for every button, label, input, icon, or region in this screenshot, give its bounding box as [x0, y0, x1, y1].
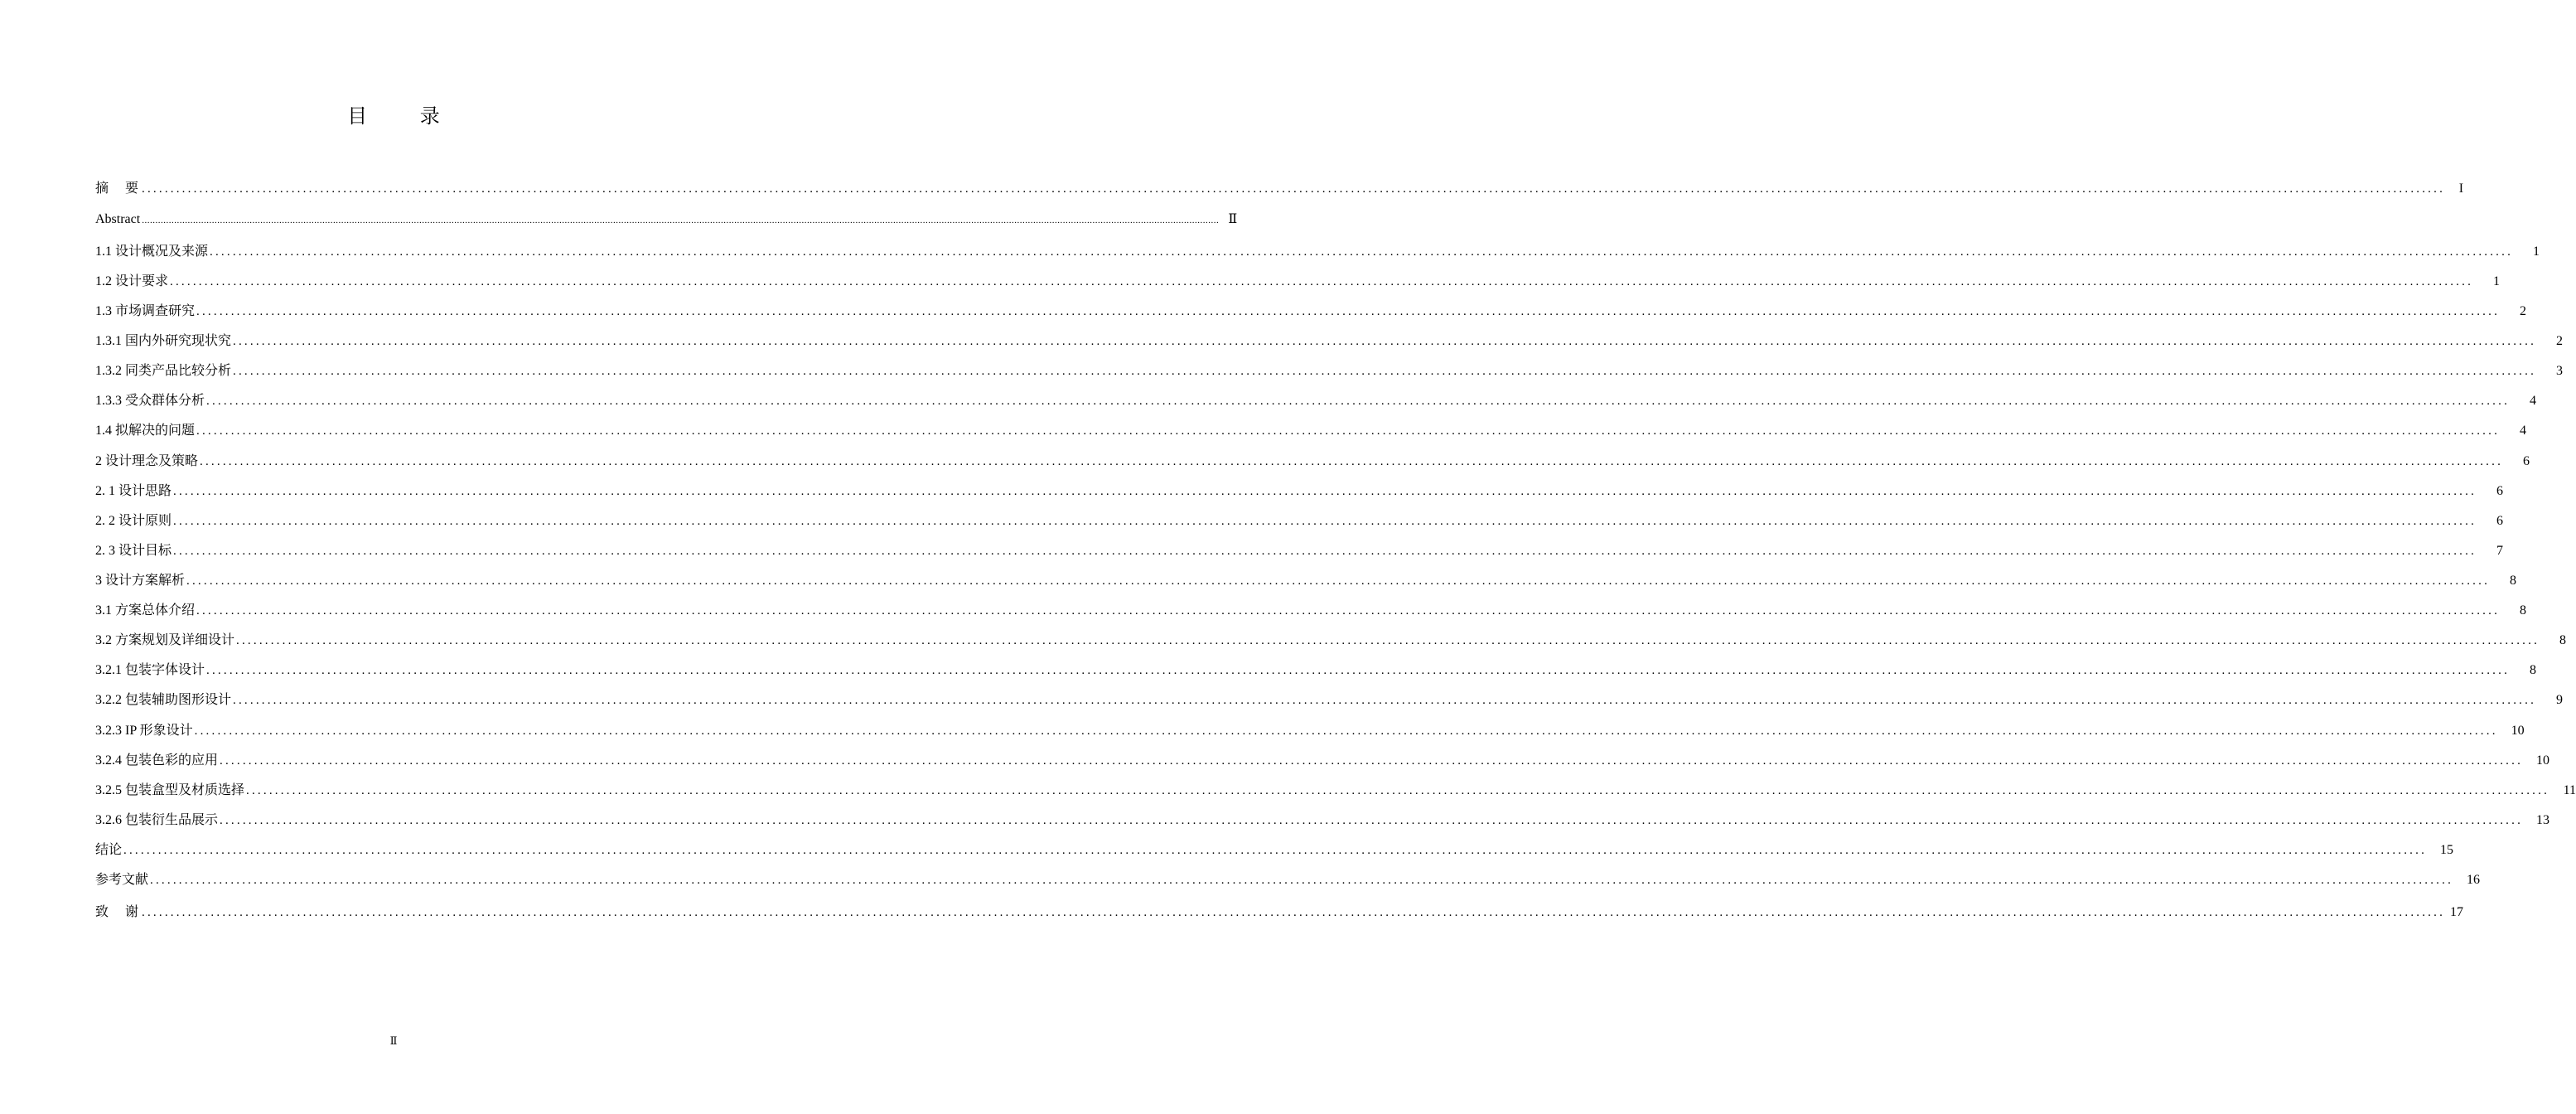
toc-entry[interactable] — [95, 599, 2527, 618]
toc-entry-label: 1.3.3 受众群体分析 — [95, 394, 205, 408]
toc-entry-label: 3 设计方案解析 — [95, 574, 186, 588]
toc-leader-dots: ................................................................................................................................................................................................................................................................................................................................................................................................................ — [220, 814, 2524, 827]
page-title: 目 录 — [347, 104, 463, 128]
toc-entry-label: 2. 2 设计原则 — [95, 514, 172, 528]
toc-entry[interactable] — [95, 330, 2564, 349]
toc-entry-page: 4 — [2520, 424, 2527, 438]
toc-entry-label: 3.2.4 包装色彩的应用 — [95, 753, 219, 768]
toc-entry[interactable] — [95, 211, 1238, 227]
toc-leader-dots: ................................................................................................................................................................................................................................................................................................................................................................................................................ — [194, 724, 2498, 738]
toc-entry-label: 3.2.2 包装辅助图形设计 — [95, 693, 232, 707]
toc-entry-page: 17 — [2450, 905, 2464, 919]
toc-leader-dots: ................................................................................................................................................................................................................................................................................................................................................................................................................ — [142, 182, 2446, 196]
toc-entry[interactable] — [95, 901, 2464, 920]
toc-entry[interactable] — [95, 419, 2527, 438]
toc-entry-label: 结论 — [95, 843, 123, 857]
toc-leader-dots: ................................................................................................................................................................................................................................................................................................................................................................................................................ — [196, 424, 2501, 438]
toc-entry[interactable] — [95, 809, 2550, 828]
toc-entry-page: 6 — [2523, 454, 2530, 468]
toc-entry-page: 16 — [2467, 873, 2481, 887]
toc-entry-label: 3.2 方案规划及详细设计 — [95, 633, 235, 647]
toc-entry[interactable] — [95, 659, 2537, 678]
toc-leader-dots: ................................................................................................................................................................................................................................................................................................................................................................................................................ — [210, 245, 2514, 259]
toc-entry-label: 3.2.6 包装衍生品展示 — [95, 813, 219, 827]
toc-leader-dots: ................................................................................................................................................................................................................................................................................................................................................................................................................ — [233, 365, 2537, 378]
toc-entry-label: 1.1 设计概况及来源 — [95, 245, 209, 259]
toc-leader-dots: ................................................................................................................................................................................................................................................................................................................................................................................................................ — [200, 455, 2504, 468]
toc-leader-dots: ................................................................................................................................................................................................................................................................................................................................................................................................................ — [233, 335, 2537, 348]
toc-leader-dots: ................................................................................................................................................................................................................................................................................................................................................................................................................ — [142, 216, 1220, 225]
toc-leader-dots: ................................................................................................................................................................................................................................................................................................................................................................................................................ — [206, 664, 2511, 677]
toc-entry-page: 1 — [2493, 274, 2501, 288]
toc-entry-page: 3 — [2556, 364, 2564, 378]
page-footer-number: Ⅱ — [389, 1034, 398, 1047]
toc-entry-label: 参考文献 — [95, 873, 149, 887]
toc-leader-dots: ................................................................................................................................................................................................................................................................................................................................................................................................................ — [186, 574, 2491, 588]
toc-entry-label: 致 谢 — [95, 905, 141, 919]
toc-leader-dots: ................................................................................................................................................................................................................................................................................................................................................................................................................ — [173, 545, 2477, 558]
toc-entry-label: 3.1 方案总体介绍 — [95, 603, 196, 618]
toc-entry-label: 3.2.5 包装盒型及材质选择 — [95, 783, 245, 797]
toc-leader-dots: ................................................................................................................................................................................................................................................................................................................................................................................................................ — [196, 604, 2501, 618]
toc-entry-label: 3.2.1 包装字体设计 — [95, 663, 205, 677]
toc-entry-page: 10 — [2511, 724, 2525, 738]
toc-entry[interactable] — [95, 240, 2540, 259]
toc-entry-page: 7 — [2496, 544, 2504, 558]
toc-leader-dots: ................................................................................................................................................................................................................................................................................................................................................................................................................ — [236, 634, 2540, 647]
toc-entry-label: 摘 要 — [95, 182, 141, 196]
toc-entry-label: 1.3.1 国内外研究现状究 — [95, 334, 232, 348]
toc-entry-page: 6 — [2496, 514, 2504, 528]
toc-entry-label: 2. 1 设计思路 — [95, 484, 172, 498]
toc-entry-label: 1.4 拟解决的问题 — [95, 424, 196, 438]
toc-entry[interactable] — [95, 480, 2504, 499]
toc-entry[interactable] — [95, 629, 2567, 648]
toc-entry[interactable] — [95, 510, 2504, 529]
toc-entry-label: 2 设计理念及策略 — [95, 454, 199, 468]
toc-leader-dots: ................................................................................................................................................................................................................................................................................................................................................................................................................ — [123, 844, 2428, 857]
toc-leader-dots: ................................................................................................................................................................................................................................................................................................................................................................................................................ — [173, 515, 2477, 528]
toc-leader-dots: ................................................................................................................................................................................................................................................................................................................................................................................................................ — [173, 485, 2477, 498]
toc-entry-label: 2. 3 设计目标 — [95, 544, 172, 558]
toc-entry-page: 2 — [2520, 304, 2527, 318]
toc-entry-page: I — [2458, 182, 2464, 196]
toc-entry-label: 1.2 设计要求 — [95, 274, 169, 288]
toc-leader-dots: ................................................................................................................................................................................................................................................................................................................................................................................................................ — [220, 754, 2524, 768]
toc-leader-dots: ................................................................................................................................................................................................................................................................................................................................................................................................................ — [142, 906, 2446, 919]
toc-leader-dots: ................................................................................................................................................................................................................................................................................................................................................................................................................ — [170, 275, 2474, 288]
toc-entry-page: 6 — [2496, 484, 2504, 498]
toc-entry-page: 10 — [2536, 753, 2550, 768]
toc-entry-label: 3.2.3 IP 形象设计 — [95, 724, 193, 738]
toc-leader-dots: ................................................................................................................................................................................................................................................................................................................................................................................................................ — [150, 874, 2454, 887]
toc-entry-page: 8 — [2510, 574, 2517, 588]
toc-entry-page: 9 — [2556, 693, 2564, 707]
toc-entry-label: 1.3.2 同类产品比较分析 — [95, 364, 232, 378]
toc-entry-page: 11 — [2563, 783, 2576, 797]
toc-entry-page: 4 — [2530, 394, 2537, 408]
toc-entry[interactable] — [95, 569, 2517, 588]
toc-entry-page: 15 — [2440, 843, 2454, 857]
toc-leader-dots: ................................................................................................................................................................................................................................................................................................................................................................................................................ — [206, 395, 2511, 408]
toc-entry-label: Abstract — [95, 212, 141, 226]
toc-leader-dots: ................................................................................................................................................................................................................................................................................................................................................................................................................ — [233, 694, 2537, 707]
toc-leader-dots: ................................................................................................................................................................................................................................................................................................................................................................................................................ — [196, 305, 2501, 318]
toc-entry-page: 8 — [2530, 663, 2537, 677]
toc-entry-page: Ⅱ — [1228, 212, 1238, 226]
toc-entry-page: 13 — [2536, 813, 2550, 827]
toc-entry[interactable] — [95, 360, 2564, 379]
toc-entry-page: 8 — [2559, 633, 2567, 647]
toc-entry[interactable] — [95, 779, 2576, 798]
toc-entry-page: 8 — [2520, 603, 2527, 618]
toc-entry-label: 1.3 市场调查研究 — [95, 304, 196, 318]
toc-leader-dots: ................................................................................................................................................................................................................................................................................................................................................................................................................ — [246, 784, 2550, 797]
toc-entry[interactable] — [95, 689, 2564, 708]
toc-entry-page: 1 — [2533, 245, 2540, 259]
toc-entry[interactable] — [95, 300, 2527, 319]
toc-entry[interactable] — [95, 450, 2530, 469]
toc-entry[interactable] — [95, 540, 2504, 559]
toc-entry[interactable] — [95, 177, 2464, 196]
toc-entry[interactable] — [95, 719, 2525, 739]
toc-entry[interactable] — [95, 270, 2501, 289]
toc-entry[interactable] — [95, 839, 2454, 858]
toc-entry[interactable] — [95, 869, 2481, 888]
toc-entry[interactable] — [95, 390, 2537, 409]
toc-entry[interactable] — [95, 749, 2550, 768]
toc-entry-page: 2 — [2556, 334, 2564, 348]
